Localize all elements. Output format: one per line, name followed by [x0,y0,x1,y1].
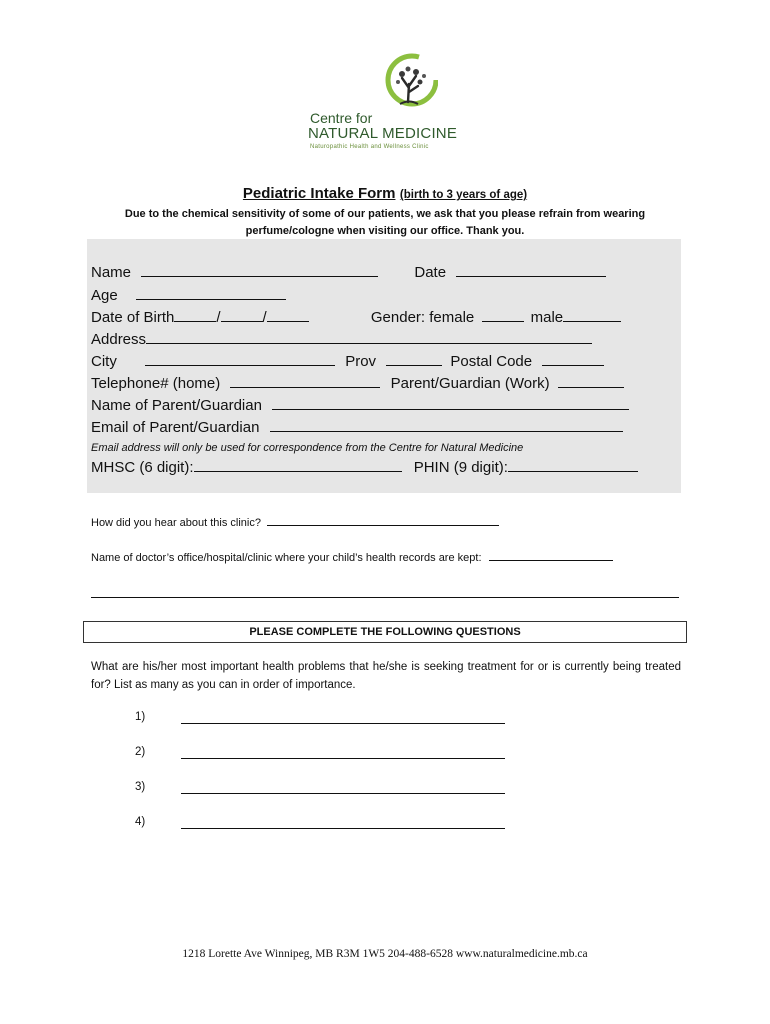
row-telephone [91,373,624,394]
row-doctor-question [91,550,613,564]
postal-code-field[interactable] [542,351,604,366]
title-subtitle: (birth to 3 years of age) [399,189,528,201]
dob-label: Date of Birth [91,309,175,326]
row-referral-question [91,515,499,529]
telephone-home-field[interactable] [230,373,380,388]
health-problem-field-3[interactable] [181,793,505,794]
item-number: 1) [135,711,146,723]
prov-label: Prov [345,353,377,370]
gender-female-label: Gender: female [370,309,475,326]
row-age [91,285,286,306]
referral-answer-field[interactable] [267,515,499,526]
telephone-home-label: Telephone# (home) [91,375,221,392]
date-field[interactable] [456,262,606,277]
city-field[interactable] [145,351,335,366]
guardian-name-label: Name of Parent/Guardian [91,397,262,414]
dob-year-field[interactable] [267,307,309,322]
row-dob-gender [91,307,621,328]
health-problem-item-4 [135,816,145,828]
name-label: Name [91,264,132,281]
guardian-email-label: Email of Parent/Guardian [91,419,260,436]
age-label: Age [91,287,118,304]
name-field[interactable] [141,262,378,277]
logo-tagline: Naturopathic Health and Wellness Clinic [310,144,429,150]
form-title [0,185,770,203]
health-problem-field-2[interactable] [181,758,505,759]
dob-separator-2: / [262,309,267,326]
title-main: Pediatric Intake Form [242,185,396,202]
fragrance-notice: Due to the chemical sensitivity of some of our patients, we ask that you please refrain from wearing perfume/cologne when visiting our office. Thank you. [124,208,646,237]
referral-question-label: How did you hear about this clinic? [91,517,261,529]
row-address [91,329,592,350]
row-name-date [91,262,606,283]
postal-code-label: Postal Code [450,353,533,370]
row-health-numbers [91,457,638,478]
gender-male-field[interactable] [563,307,621,322]
doctor-answer-line-2[interactable] [91,597,679,598]
address-field[interactable] [146,329,592,344]
health-problem-item-2 [135,746,145,758]
tree-logo-icon [378,52,438,112]
health-problems-question: What are his/her most important health problems that he/she is seeking treatment for or is currently being treated for? List as many as you can in order of importance. [91,661,681,691]
row-city [91,351,604,372]
health-problem-item-3 [135,781,145,793]
guardian-work-label: Parent/Guardian (Work) [390,375,550,392]
mhsc-field[interactable] [194,457,402,472]
doctor-answer-field[interactable] [489,550,613,561]
guardian-email-field[interactable] [270,417,623,432]
date-label: Date [414,264,447,281]
row-guardian-name [91,395,629,416]
row-guardian-email [91,417,623,438]
address-label: Address [91,331,147,348]
dob-day-field[interactable] [174,307,216,322]
dob-month-field[interactable] [221,307,263,322]
gender-female-field[interactable] [482,307,524,322]
mhsc-label: MHSC (6 digit): [91,459,194,476]
email-usage-note: Email address will only be used for correspondence from the Centre for Natural Medicine [91,442,524,454]
section-banner: PLEASE COMPLETE THE FOLLOWING QUESTIONS [83,621,687,643]
health-problem-item-1 [135,711,145,723]
clinic-logo [300,52,470,162]
item-number: 2) [135,746,146,758]
city-label: City [91,353,117,370]
doctor-question-label: Name of doctor’s office/hospital/clinic where your child’s health records are kept: [91,552,482,564]
age-field[interactable] [136,285,286,300]
guardian-work-field[interactable] [558,373,624,388]
phin-field[interactable] [508,457,638,472]
item-number: 3) [135,781,146,793]
gender-male-label: male [530,309,564,326]
prov-field[interactable] [386,351,442,366]
item-number: 4) [135,816,146,828]
guardian-name-field[interactable] [272,395,629,410]
health-problem-field-4[interactable] [181,828,505,829]
phin-label: PHIN (9 digit): [413,459,508,476]
health-problem-field-1[interactable] [181,723,505,724]
logo-line-2: NATURAL MEDICINE [308,125,458,142]
logo-line-1: Centre for [310,110,373,126]
clinic-contact-footer: 1218 Lorette Ave Winnipeg, MB R3M 1W5 204-488-6528 www.naturalmedicine.mb.ca [182,948,588,960]
dob-separator-1: / [216,309,221,326]
